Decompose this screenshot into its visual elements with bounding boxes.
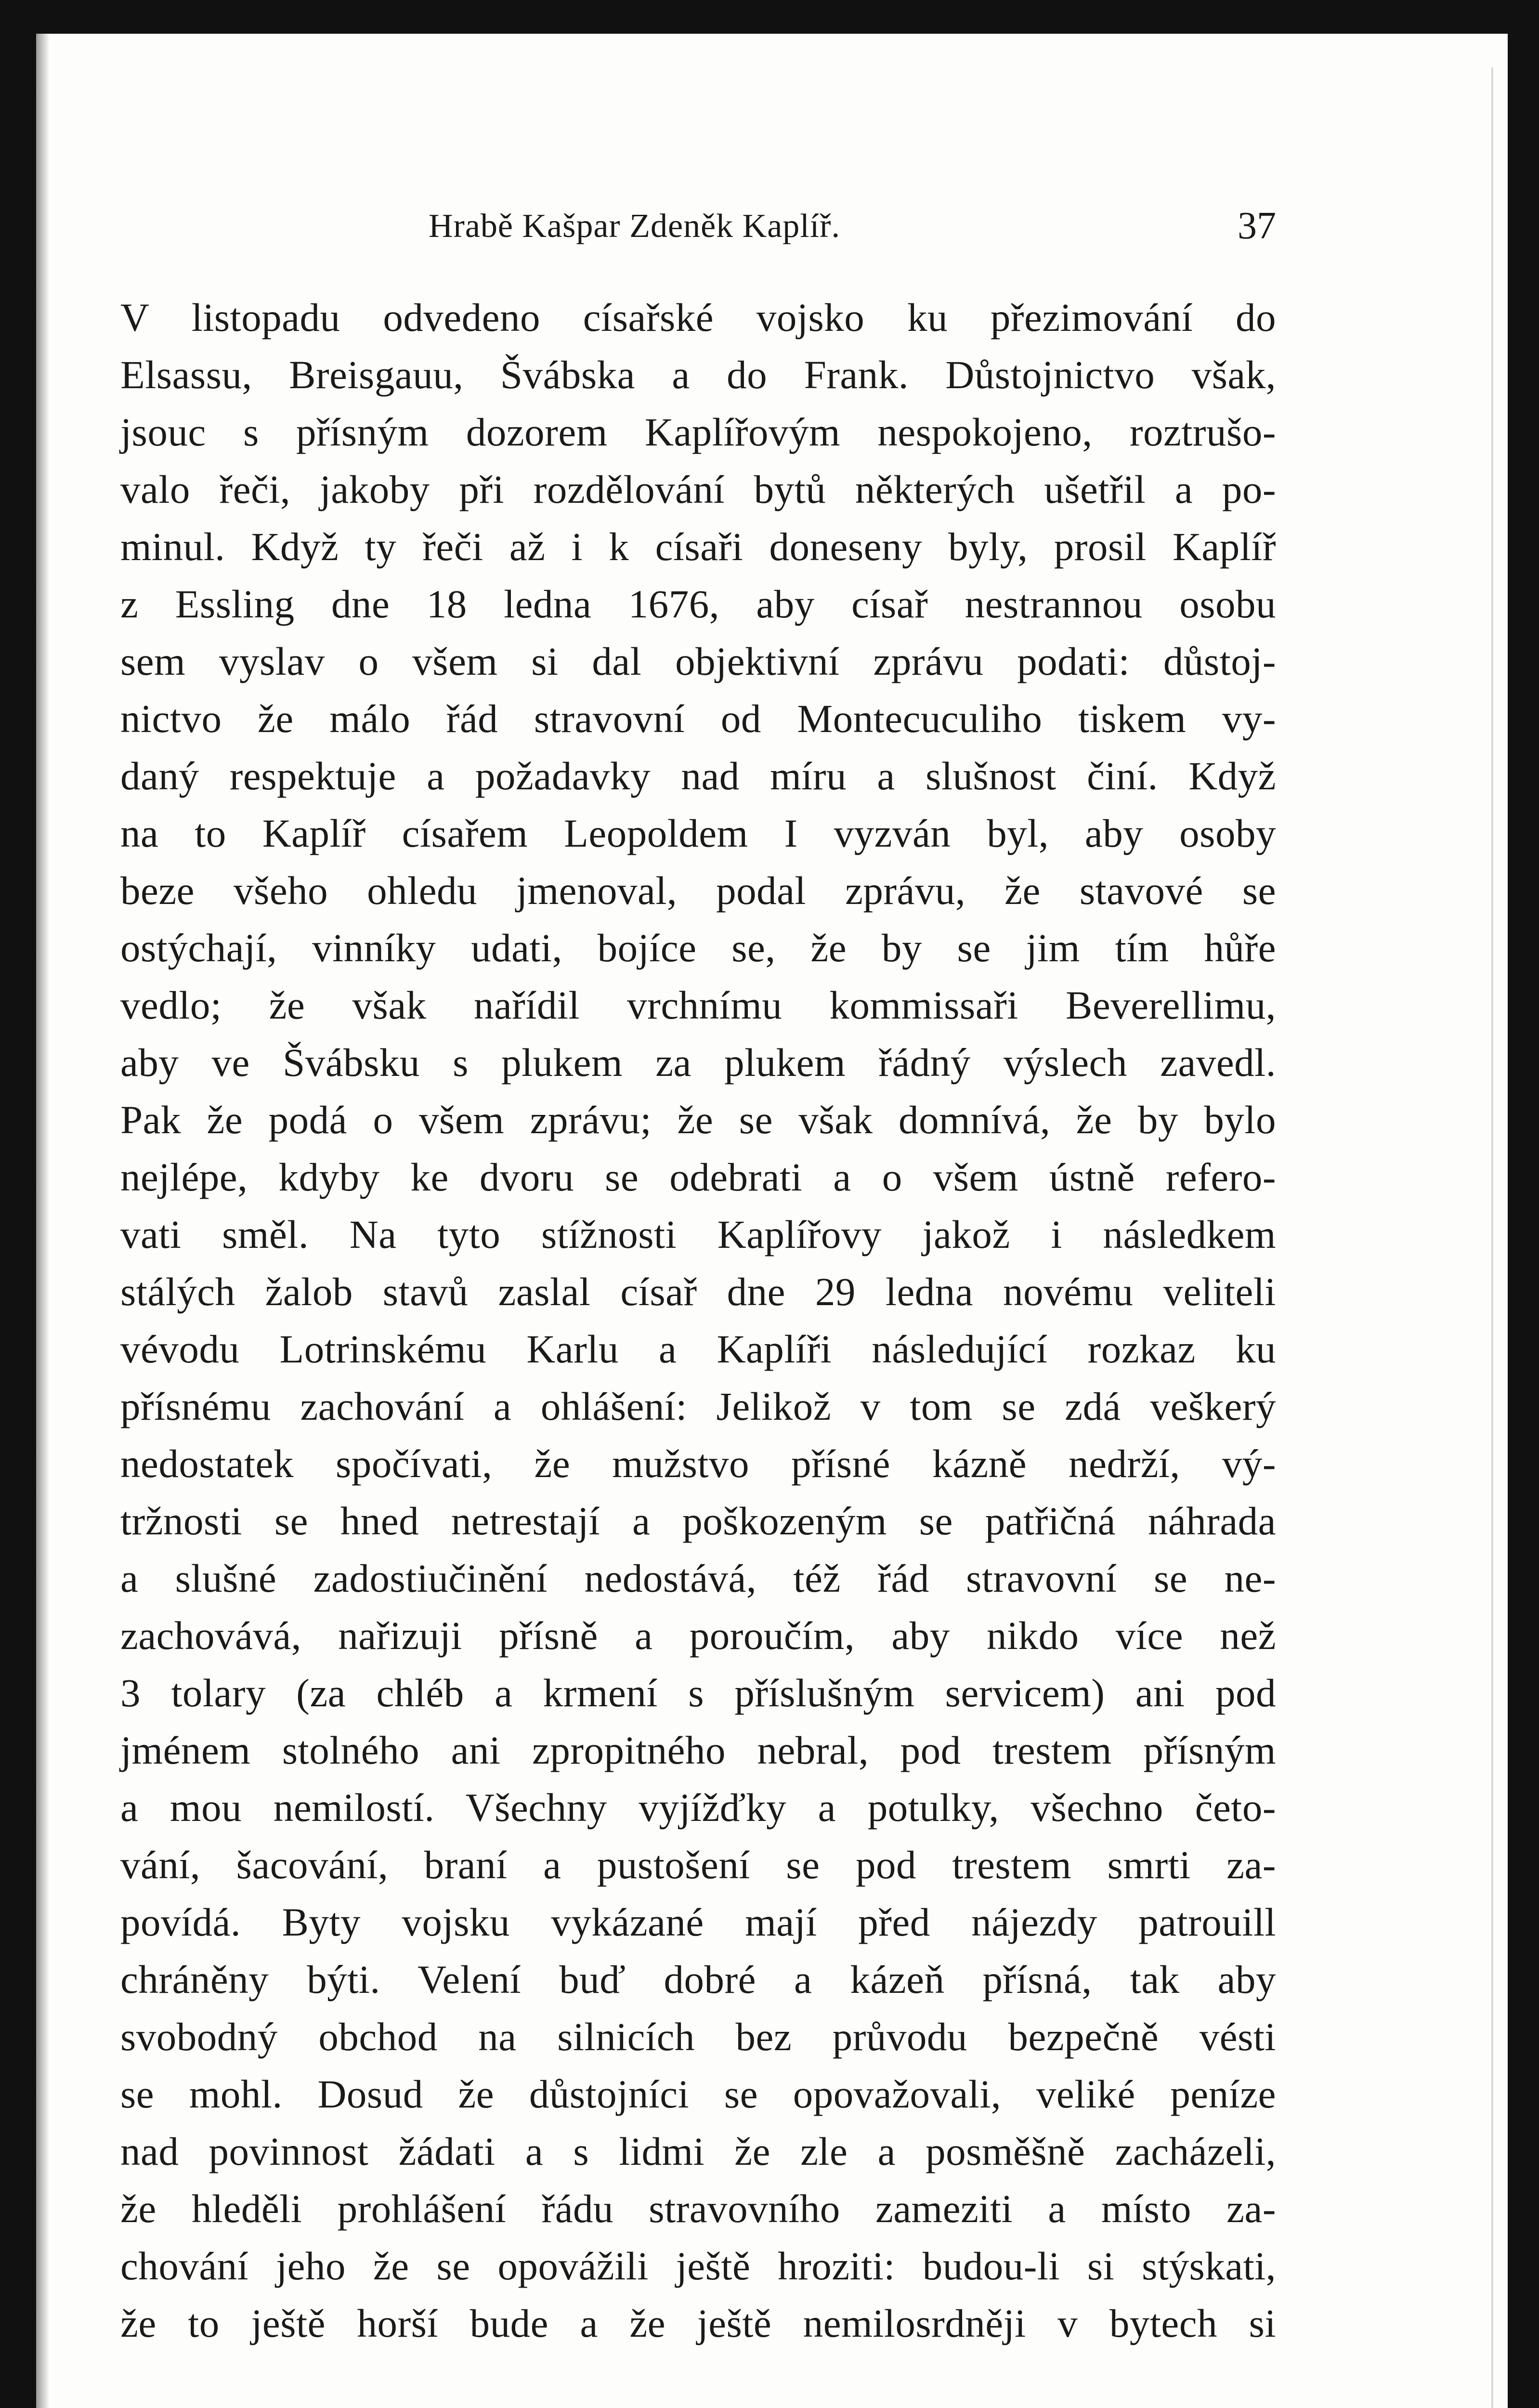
text-line: že to ještě horší bude a že ještě nemilosrdněji v bytech si <box>120 2301 1276 2345</box>
body-paragraph <box>120 289 1276 2352</box>
text-line: 3 tolary (za chléb a krmení s příslušným servicem) ani pod <box>120 1671 1276 1715</box>
text-line: svobodný obchod na silnicích bez průvodu bezpečně vésti <box>120 2015 1276 2059</box>
text-line: vedlo; že však nařídil vrchnímu kommissaři Beverellimu, <box>120 983 1276 1027</box>
text-line: na to Kaplíř císařem Leopoldem I vyzván byl, aby osoby <box>120 811 1276 855</box>
text-line: že hleděli prohlášení řádu stravovního zameziti a místo za- <box>120 2186 1276 2231</box>
text-line: nictvo že málo řád stravovní od Montecuculiho tiskem vy- <box>120 696 1276 741</box>
text-line: V listopadu odvedeno císařské vojsko ku přezimování do <box>120 295 1276 340</box>
text-line: tržnosti se hned netrestají a poškozeným se patřičná náhrada <box>120 1499 1276 1543</box>
text-line: minul. Když ty řeči až i k císaři doneseny byly, prosil Kaplíř <box>120 524 1276 569</box>
text-line: vati směl. Na tyto stížnosti Kaplířovy jakož i následkem <box>120 1212 1276 1256</box>
text-line: a slušné zadostiučinění nedostává, též řád stravovní se ne- <box>120 1556 1276 1600</box>
text-line: Pak že podá o všem zprávu; že se však domnívá, že by bylo <box>120 1098 1276 1142</box>
text-line: nejlépe, kdyby ke dvoru se odebrati a o všem ústně refero- <box>120 1155 1276 1199</box>
text-line: vévodu Lotrinskému Karlu a Kaplíři následující rozkaz ku <box>120 1327 1276 1371</box>
text-line: nad povinnost žádati a s lidmi že zle a posměšně zacházeli, <box>120 2129 1276 2173</box>
text-line: daný respektuje a požadavky nad míru a slušnost činí. Když <box>120 754 1276 798</box>
text-line: zachovává, nařizuji přísně a poroučím, aby nikdo více než <box>120 1613 1276 1658</box>
text-line: beze všeho ohledu jmenoval, podal zprávu, že stavové se <box>120 868 1276 913</box>
text-line: jménem stolného ani zpropitného nebral, pod trestem přísným <box>120 1728 1276 1772</box>
text-line: Elsassu, Breisgauu, Švábska a do Frank. Důstojnictvo však, <box>120 353 1276 397</box>
text-line: stálých žalob stavů zaslal císař dne 29 ledna novému veliteli <box>120 1269 1276 1314</box>
text-line: valo řeči, jakoby při rozdělování bytů některých ušetřil a po- <box>120 467 1276 511</box>
page-header <box>120 197 1276 255</box>
text-line: chráněny býti. Velení buď dobré a kázeň přísná, tak aby <box>120 1957 1276 2002</box>
page-edge-line <box>1491 67 1493 2408</box>
text-line: se mohl. Dosud že důstojníci se opovažovali, veliké peníze <box>120 2072 1276 2116</box>
scan-border-right <box>1508 0 1539 2408</box>
binding-shadow <box>36 34 50 2408</box>
text-line: jsouc s přísným dozorem Kaplířovým nespokojeno, roztrušo- <box>120 410 1276 454</box>
text-line: aby ve Švábsku s plukem za plukem řádný výslech zavedl. <box>120 1040 1276 1085</box>
running-title: Hrabě Kašpar Zdeněk Kaplíř. <box>429 208 840 245</box>
text-line: ostýchají, vinníky udati, bojíce se, že by se jim tím hůře <box>120 926 1276 970</box>
text-line: nedostatek spočívati, že mužstvo přísné kázně nedrží, vý- <box>120 1441 1276 1486</box>
page-number: 37 <box>1238 205 1276 247</box>
scan-border-top <box>0 0 1539 34</box>
text-line: sem vyslav o všem si dal objektivní zprávu podati: důstoj- <box>120 639 1276 683</box>
text-line: z Essling dne 18 ledna 1676, aby císař nestrannou osobu <box>120 582 1276 626</box>
text-line: a mou nemilostí. Všechny vyjížďky a potulky, všechno četo- <box>120 1785 1276 1830</box>
text-line: chování jeho že se opovážili ještě hroziti: budou-li si stýskati, <box>120 2244 1276 2288</box>
text-line: vání, šacování, braní a pustošení se pod trestem smrti za- <box>120 1843 1276 1887</box>
text-line: povídá. Byty vojsku vykázané mají před nájezdy patrouill <box>120 1900 1276 1944</box>
scan-border-left <box>0 0 36 2408</box>
text-line: přísnému zachování a ohlášení: Jelikož v tom se zdá veškerý <box>120 1384 1276 1428</box>
